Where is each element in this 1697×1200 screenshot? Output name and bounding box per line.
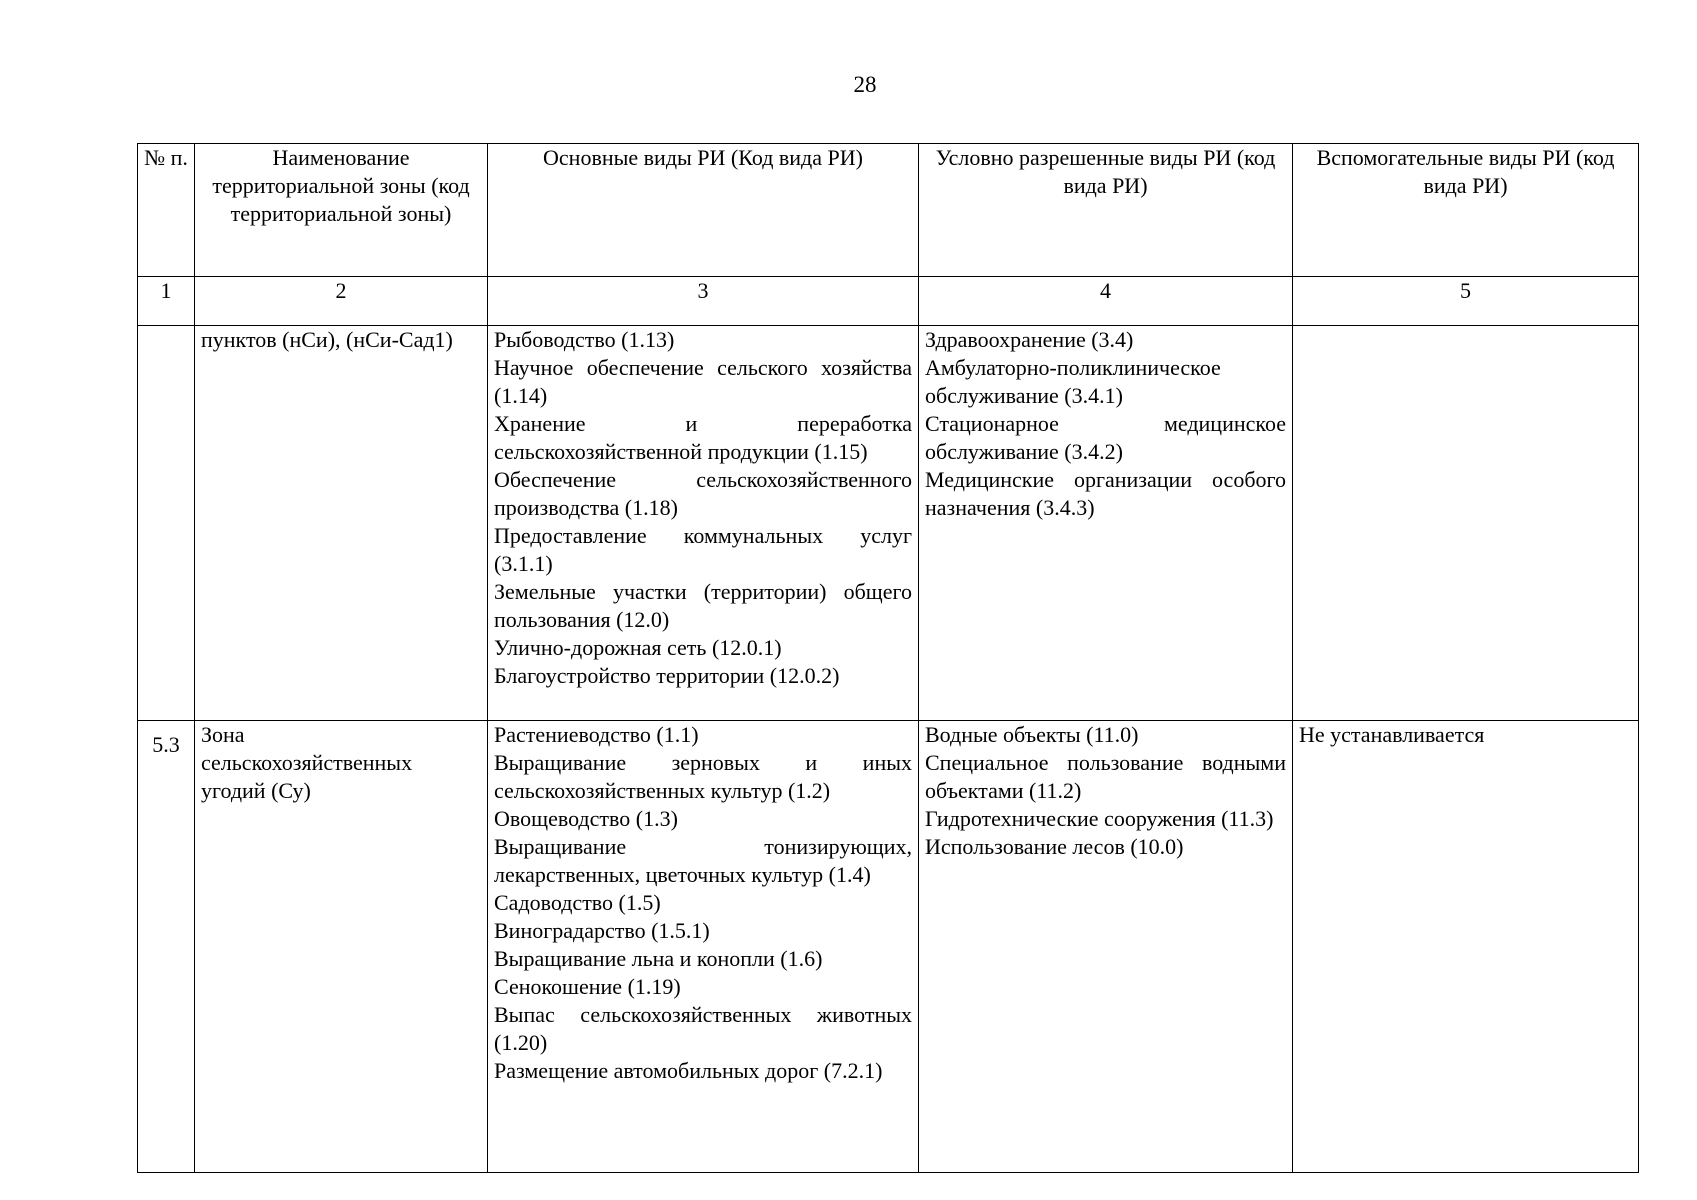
row-number: 5.3 xyxy=(138,721,195,1173)
main-uses-cell xyxy=(488,721,919,1173)
main-use-item: Выпас сельскохозяйственных животных (1.20) xyxy=(494,1002,912,1055)
conditional-uses-cell xyxy=(919,326,1293,721)
conditional-use-item: Стационарное медицинское обслуживание (3.4.2) xyxy=(925,411,1286,464)
table-row xyxy=(138,326,1639,721)
auxiliary-uses-cell: Не устанавливается xyxy=(1293,721,1639,1173)
zone-name: пунктов (нСи), (нСи-Сад1) xyxy=(195,326,488,721)
column-index: 4 xyxy=(919,277,1293,326)
main-use-item: Благоустройство территории (12.0.2) xyxy=(494,663,840,688)
conditional-use-item: Здравоохранение (3.4) xyxy=(925,327,1134,352)
header-zone: Наименование территориальной зоны (код территориальной зоны) xyxy=(195,144,488,277)
header-auxiliary-uses: Вспомогательные виды РИ (код вида РИ) xyxy=(1293,144,1639,277)
main-use-item: Садоводство (1.5) xyxy=(494,890,661,915)
main-use-item: Размещение автомобильных дорог (7.2.1) xyxy=(494,1058,883,1083)
main-use-item: Растениеводство (1.1) xyxy=(494,722,699,747)
column-index: 5 xyxy=(1293,277,1639,326)
main-use-item: Земельные участки (территории) общего пользования (12.0) xyxy=(494,579,912,632)
zones-table xyxy=(137,143,1639,1173)
header-row xyxy=(138,144,1639,277)
main-use-item: Выращивание льна и конопли (1.6) xyxy=(494,946,823,971)
column-index: 1 xyxy=(138,277,195,326)
zone-name-text: Зона сельскохозяйственных угодий (Су) xyxy=(201,722,413,803)
page-number: 28 xyxy=(853,72,877,97)
main-use-item: Научное обеспечение сельского хозяйства (1.14) xyxy=(494,355,912,408)
main-use-item: Хранение и переработка сельскохозяйственной продукции (1.15) xyxy=(494,411,912,464)
column-index: 2 xyxy=(195,277,488,326)
main-use-item: Рыбоводство (1.13) xyxy=(494,327,675,352)
conditional-use-item: Медицинские организации особого назначения (3.4.3) xyxy=(925,467,1286,520)
main-use-item: Виноградарство (1.5.1) xyxy=(494,918,710,943)
column-index-row xyxy=(138,277,1639,326)
conditional-use-item: Гидротехнические сооружения (11.3) xyxy=(925,806,1274,831)
main-use-item: Сенокошение (1.19) xyxy=(494,974,681,999)
conditional-uses-cell xyxy=(919,721,1293,1173)
main-use-item: Выращивание зерновых и иных сельскохозяйственных культур (1.2) xyxy=(494,750,912,803)
column-index: 3 xyxy=(488,277,919,326)
header-main-uses: Основные виды РИ (Код вида РИ) xyxy=(488,144,919,277)
conditional-use-item: Водные объекты (11.0) xyxy=(925,722,1139,747)
table-row xyxy=(138,721,1639,1173)
conditional-use-item: Амбулаторно-поликлиническое обслуживание (3.4.1) xyxy=(925,355,1221,408)
conditional-use-item: Использование лесов (10.0) xyxy=(925,834,1184,859)
main-use-item: Обеспечение сельскохозяйственного производства (1.18) xyxy=(494,467,912,520)
main-use-item: Выращивание тонизирующих, лекарственных, цветочных культур (1.4) xyxy=(494,834,912,887)
zone-name xyxy=(195,721,488,1173)
main-use-item: Овощеводство (1.3) xyxy=(494,806,678,831)
header-number: № п. xyxy=(138,144,195,277)
main-use-item: Предоставление коммунальных услуг (3.1.1) xyxy=(494,523,912,576)
main-use-item: Улично-дорожная сеть (12.0.1) xyxy=(494,635,782,660)
row-number xyxy=(138,326,195,721)
auxiliary-uses-cell xyxy=(1293,326,1639,721)
header-conditional-uses: Условно разрешенные виды РИ (код вида РИ) xyxy=(919,144,1293,277)
conditional-use-item: Специальное пользование водными объектами (11.2) xyxy=(925,750,1286,803)
main-uses-cell xyxy=(488,326,919,721)
